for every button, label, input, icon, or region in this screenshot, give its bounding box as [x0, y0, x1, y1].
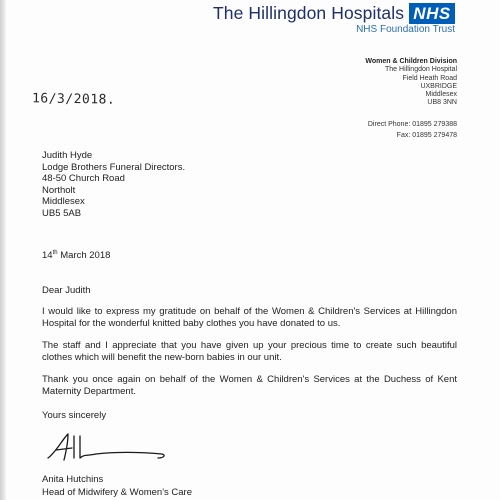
date-suffix: th [52, 250, 58, 256]
address-line: UXBRIDGE [420, 82, 457, 90]
address-line: UB8 3NN [427, 99, 457, 107]
recipient-line: Judith Hyde [42, 150, 93, 161]
address-line: Field Heath Road [402, 74, 457, 82]
signer-block [42, 474, 192, 499]
recipient-line: Northolt [42, 184, 76, 196]
recipient-line: Lodge Brothers Funeral Directors. [42, 161, 186, 173]
body-paragraph: I would like to express my gratitude on behalf of the Women & Children's Services at Hillingdon Hospital for the wonderful knitted baby clothes you have donated to us. [42, 306, 457, 330]
handwritten-signature [44, 430, 174, 466]
signer-name: Anita Hutchins [42, 474, 104, 485]
hospital-name: The Hillingdon Hospitals [213, 3, 405, 23]
handwritten-date: 16/3/2018. [31, 91, 116, 108]
scan-edge-shadow [0, 0, 6, 500]
recipient-address [42, 150, 185, 220]
date-day: 14 [42, 250, 53, 262]
direct-phone: Direct Phone: 01895 279388 [367, 121, 457, 128]
letter-date [42, 250, 110, 261]
division-name: Women & Children Division [365, 58, 457, 65]
signer-title: Head of Midwifery & Women's Care [42, 486, 192, 498]
fax-number: Fax: 01895 279478 [396, 132, 457, 139]
address-line: Middlesex [425, 91, 457, 99]
nhs-logo: NHS [409, 3, 455, 24]
body-paragraph: The staff and I appreciate that you have given up your precious time to create such beautiful clothes which will benefit the new-born babies in our unit. [42, 340, 457, 364]
date-month-year: March 2018 [57, 250, 111, 262]
contact-numbers [368, 119, 457, 141]
body-paragraph: Thank you once again on behalf of the Women & Children's Services at the Duchess of Kent Maternity Department. [42, 374, 457, 398]
salutation: Dear Judith [42, 285, 91, 296]
sender-address [365, 58, 457, 108]
recipient-line: 48-50 Church Road [42, 173, 125, 185]
recipient-line: Middlesex [42, 196, 85, 208]
recipient-line: UB5 5AB [42, 207, 82, 219]
closing: Yours sincerely [42, 410, 107, 421]
address-line: The Hillingdon Hospital [385, 66, 457, 74]
trust-name: NHS Foundation Trust [356, 24, 455, 35]
